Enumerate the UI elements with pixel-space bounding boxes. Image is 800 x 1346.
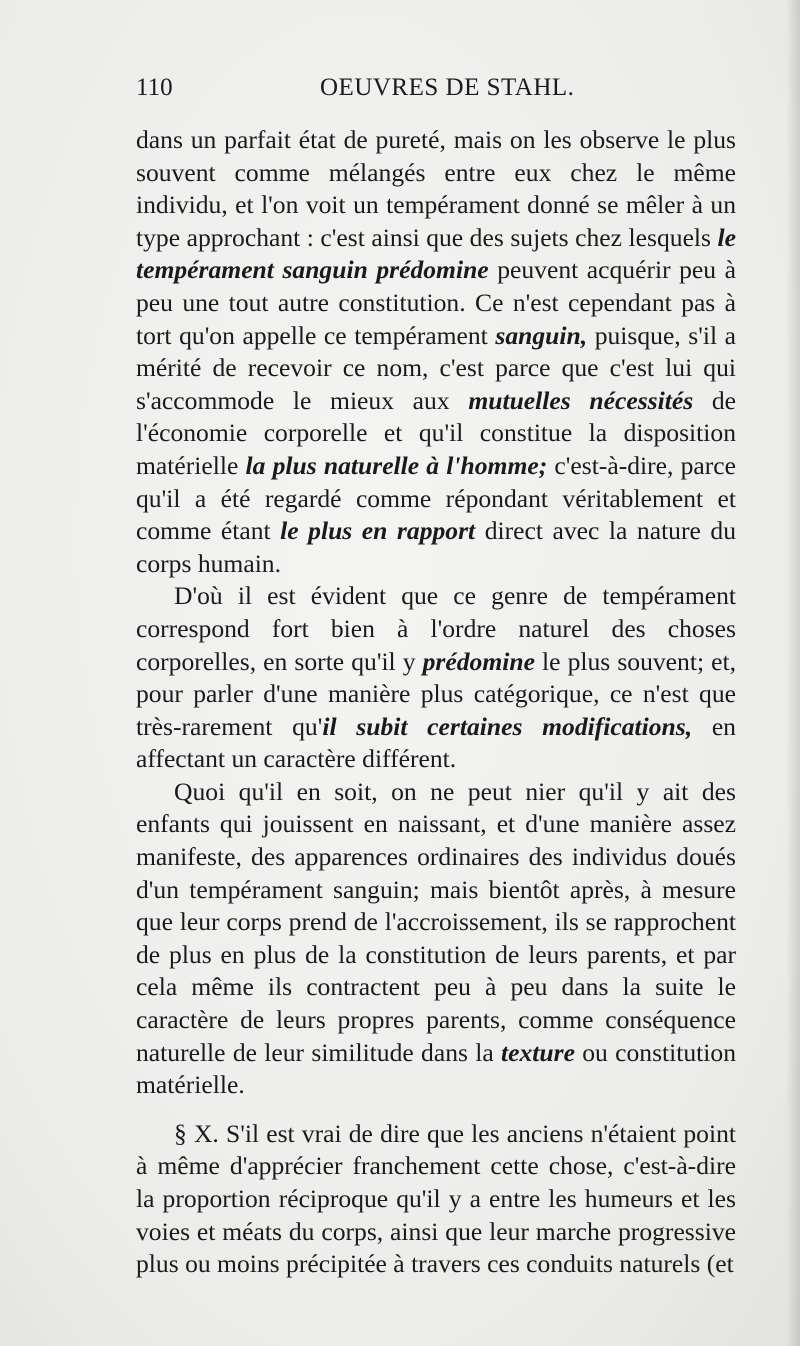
- italic-text: le plus en rapport: [280, 516, 476, 546]
- text-run: c'est-à-dire, parce qu'il a été regardé comme répondant véritablement et comme étant: [136, 450, 736, 546]
- paragraph-3: [136, 776, 736, 1102]
- italic-text: texture: [501, 1037, 575, 1067]
- paragraph-section-x: [136, 1118, 736, 1281]
- text-run: direct avec la nature du corps humain.: [136, 516, 736, 578]
- text-run: le plus souvent; et, pour parler d'une manière plus catégorique, ce n'est que très-rarement qu': [136, 646, 737, 741]
- text-run: D'où il est évident que ce genre de tempérament correspond fort bien à l'ordre naturel des choses corporelles, en sorte qu'il y: [136, 581, 736, 676]
- italic-text: le tempérament sanguin prédomine: [136, 222, 736, 285]
- text-run: en affectant un caractère différent.: [136, 711, 736, 774]
- paragraph-2: [136, 580, 736, 776]
- text-run: § X. S'il est vrai de dire que les anciens n'étaient point à même d'apprécier franchement cette chose, c'est-à-dire la proportion réciproque qu'il y a entre les humeurs et les voies et méats du corps, ainsi que leur marche progressive plus ou moins précipitée à travers ces conduits naturels (et: [136, 1118, 736, 1279]
- paragraph-1: [136, 124, 736, 580]
- text-run: dans un parfait état de pureté, mais on les observe le plus souvent comme mélangés entre eux chez le même individu, et l'on voit un tempérament donné se mêler à un type approchant : c'est ainsi que des sujets chez lesquels: [136, 125, 736, 252]
- italic-text: la plus naturelle à l'homme;: [245, 450, 548, 480]
- italic-text: il subit certaines modifications,: [322, 711, 693, 741]
- text-run: ou constitution matérielle.: [136, 1037, 736, 1100]
- italic-text: sanguin,: [495, 320, 588, 350]
- text-run: de l'économie corporelle et qu'il constitue la disposition matérielle: [136, 385, 736, 480]
- page-number: 110: [136, 74, 173, 101]
- text-run: Quoi qu'il en soit, on ne peut nier qu'il y ait des enfants qui jouissent en naissant, et d'une manière assez manifeste, des apparences ordinaires des individus doués d'un tempérament sanguin; mais bientôt après, à mesure que leur corps prend de l'accroissement, ils se rapprochent de plus en plus de la constitution de leurs parents, et par cela même ils contractent peu à peu dans la suite le caractère de leurs propres parents, comme conséquence naturelle de leur similitude dans la: [136, 776, 736, 1067]
- body-text: [136, 124, 736, 1281]
- text-run: puisque, s'il a mérité de recevoir ce nom, c'est parce que c'est lui qui s'accommode le mieux aux: [136, 320, 736, 415]
- page-header: [136, 74, 736, 114]
- text-run: peuvent acquérir peu à peu une tout autre constitution. Ce n'est cependant pas à tort qu'on appelle ce tempérament: [136, 255, 736, 350]
- running-title: OEUVRES DE STAHL.: [320, 74, 575, 101]
- italic-text: mutuelles nécessités: [468, 385, 694, 415]
- italic-text: prédomine: [422, 646, 535, 676]
